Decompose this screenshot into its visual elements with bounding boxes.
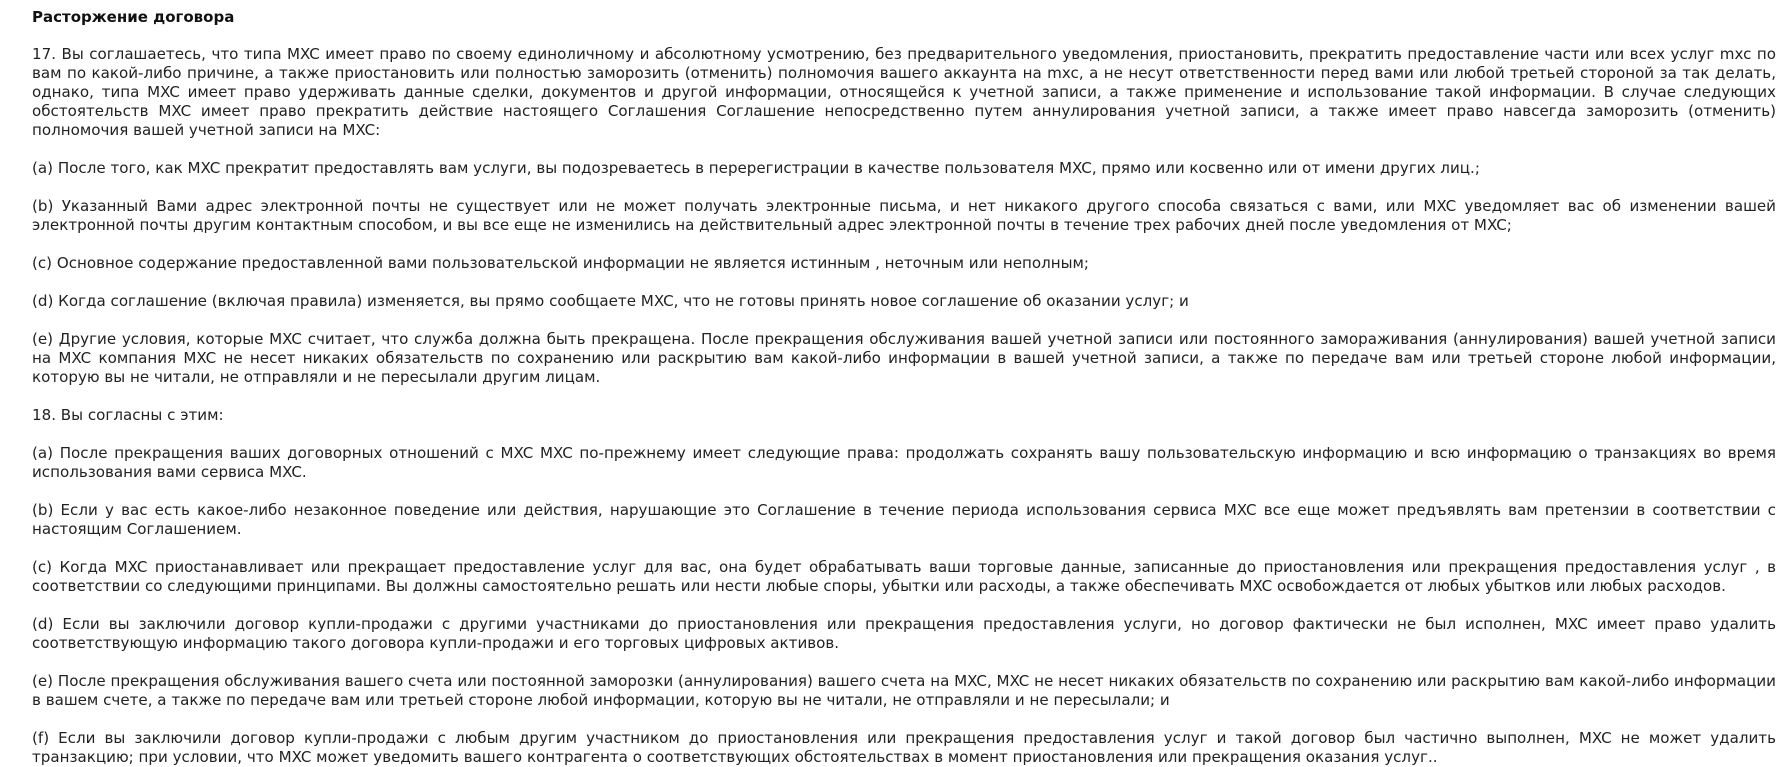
clause-18-item-c: (c) Когда MXC приостанавливает или прекращает предоставление услуг для вас, она будет обрабатывать ваши торговые данные, записанные до приостановления или прекращения предоставления услуг , в соответствии со следующими принципами. Вы должны самостоятельно решать или нести любые споры, убытки или расходы, а также обеспечивать MXC освобождается от любых убытков или любых расходов.: [32, 558, 1776, 595]
clause-18-item-a: (a) После прекращения ваших договорных отношений с MXC MXC по-прежнему имеет следующие права: продолжать сохранять вашу пользовательскую информацию и всю информацию о транзакциях во время использования вами сервиса MXC.: [32, 444, 1776, 481]
clause-17-intro: 17. Вы соглашаетесь, что типа MXC имеет право по своему единоличному и абсолютному усмотрению, без предварительного уведомления, приостановить, прекратить предоставление части или всех услуг mxc по вам по какой-либо причине, а также приостановить или полностью заморозить (отменить) полномочия вашего аккаунта на mxc, а не несут ответственности перед вами или любой третьей стороной за так делать, однако, типа MXC имеет право удерживать данные сделки, документов и другой информации, относящейся к учетной записи, а также применение и использование такой информации. В случае следующих обстоятельств MXC имеет право прекратить действие настоящего Соглашения Соглашение непосредственно путем аннулирования учетной записи, а также имеет право навсегда заморозить (отменить) полномочия вашей учетной записи на MXC:: [32, 45, 1776, 139]
clause-18-item-d: (d) Если вы заключили договор купли-продажи с другими участниками до приостановления или прекращения предоставления услуги, но договор фактически не был исполнен, MXC имеет право удалить соответствующую информацию такого договора купли-продажи и его торговых цифровых активов.: [32, 615, 1776, 652]
clause-17-item-b: (b) Указанный Вами адрес электронной почты не существует или не может получать электронные письма, и нет никакого другого способа связаться с вами, или MXC уведомляет вас об изменении вашей электронной почты другим контактным способом, и вы все еще не изменились на действительный адрес электронной почты в течение трех рабочих дней после уведомления от MXC;: [32, 197, 1776, 234]
document-title: Расторжение договора: [32, 8, 235, 26]
clause-18-item-f: (f) Если вы заключили договор купли-продажи с любым другим участником до приостановления или прекращения предоставления услуг и такой договор был частично выполнен, MXC не может удалить транзакцию; при условии, что MXC может уведомить вашего контрагента о соответствующих обстоятельствах в момент приостановления или прекращения оказания услуг..: [32, 729, 1776, 766]
clause-17-item-a: (a) После того, как MXC прекратит предоставлять вам услуги, вы подозреваетесь в перерегистрации в качестве пользователя MXC, прямо или косвенно или от имени других лиц.;: [32, 159, 1480, 177]
clause-17-item-d: (d) Когда соглашение (включая правила) изменяется, вы прямо сообщаете MXC, что не готовы принять новое соглашение об оказании услуг; и: [32, 292, 1189, 310]
clause-18-item-b: (b) Если у вас есть какое-либо незаконное поведение или действия, нарушающие это Соглашение в течение периода использования сервиса MXC все еще может предъявлять вам претензии в соответствии с настоящим Соглашением.: [32, 501, 1776, 538]
clause-17-item-c: (c) Основное содержание предоставленной вами пользовательской информации не является истинным , неточным или неполным;: [32, 254, 1089, 272]
clause-18-item-e: (e) После прекращения обслуживания вашего счета или постоянной заморозки (аннулирования) вашего счета на MXC, MXC не несет никаких обязательств по сохранению или раскрытию вам какой-либо информации в вашем счете, а также по передаче вам или третьей стороне любой информации, которую вы не читали, не отправляли и не пересылали; и: [32, 672, 1776, 709]
clause-18-intro: 18. Вы согласны с этим:: [32, 406, 224, 424]
clause-17-item-e: (e) Другие условия, которые MXC считает, что служба должна быть прекращена. После прекращения обслуживания вашей учетной записи или постоянного замораживания (аннулирования) вашей учетной записи на MXC компания MXC не несет никаких обязательств по сохранению или раскрытию вам какой-либо информации в вашей учетной записи, а также по передаче вам или третьей стороне любой информации, которую вы не читали, не отправляли и не пересылали другим лицам.: [32, 330, 1776, 386]
